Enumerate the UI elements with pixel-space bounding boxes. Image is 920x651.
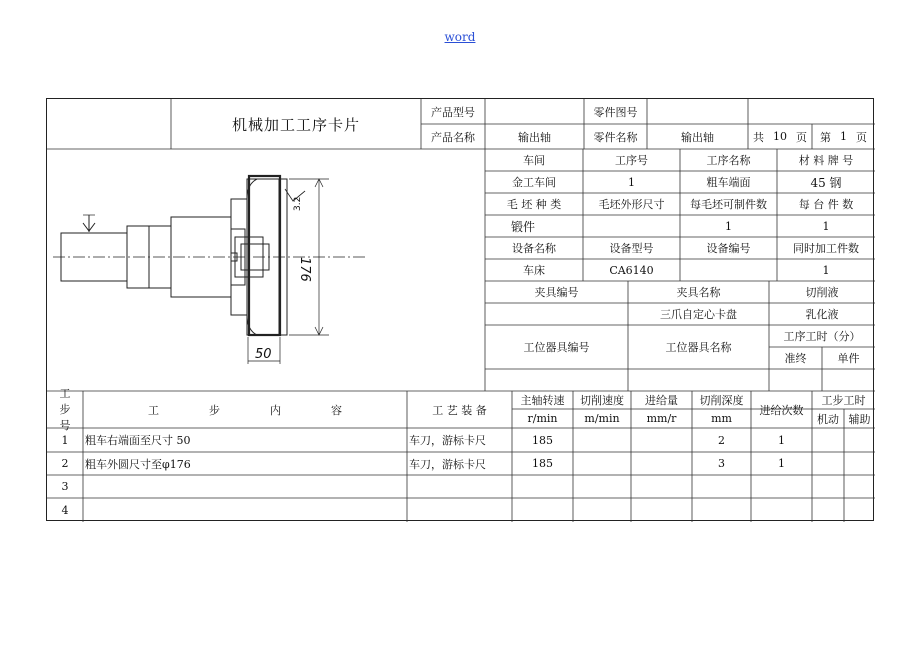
product-model-label: 产品型号 bbox=[431, 105, 475, 119]
material-label: 材 料 牌 号 bbox=[798, 154, 854, 167]
step-time-header: 工步工时 bbox=[821, 394, 866, 407]
blank-type-label: 毛 坯 种 类 bbox=[506, 198, 562, 211]
equipment-header: 工 艺 装 备 bbox=[432, 403, 487, 417]
step-equipment: 车刀，游标卡尺 bbox=[409, 457, 486, 471]
product-name: 输出轴 bbox=[518, 130, 551, 144]
time-label: 工序工时（分） bbox=[783, 330, 861, 343]
unit-label: 单件 bbox=[837, 352, 860, 365]
blank-size-label: 毛坯外形尺寸 bbox=[598, 198, 665, 211]
part-drawing-no-label: 零件图号 bbox=[593, 105, 638, 119]
blank-type: 锻件 bbox=[511, 219, 536, 234]
content-header-char: 步 bbox=[209, 403, 220, 417]
part-name: 输出轴 bbox=[681, 130, 714, 144]
equip-no-label: 设备编号 bbox=[706, 242, 751, 255]
step-no: 1 bbox=[61, 433, 69, 447]
machine-time-header: 机动 bbox=[817, 412, 839, 426]
step-no: 3 bbox=[61, 480, 69, 493]
step-no: 4 bbox=[61, 503, 69, 517]
process-no: 1 bbox=[628, 175, 635, 189]
equip-name-label: 设备名称 bbox=[512, 242, 556, 255]
page-number bbox=[812, 124, 875, 149]
coolant: 乳化液 bbox=[805, 308, 839, 321]
step-passes: 1 bbox=[778, 433, 785, 447]
spindle-unit: r/min bbox=[527, 412, 558, 425]
equip-model: CA6140 bbox=[609, 263, 654, 277]
depth-header: 切削深度 bbox=[699, 394, 744, 407]
part-name-label: 零件名称 bbox=[593, 130, 638, 144]
header-link[interactable]: word bbox=[444, 30, 476, 44]
step-feed bbox=[631, 452, 692, 475]
total-label: 共 bbox=[753, 130, 764, 144]
prep-label: 准终 bbox=[784, 352, 807, 365]
step-cut-speed bbox=[573, 452, 631, 475]
process-name: 粗车端面 bbox=[706, 176, 751, 189]
station-name-label: 工位器具名称 bbox=[665, 341, 732, 354]
card-title: 机械加工工序卡片 bbox=[231, 115, 360, 134]
product-name-label: 产品名称 bbox=[431, 130, 475, 144]
step-no-header: 工步号 bbox=[59, 386, 71, 432]
process-card bbox=[46, 98, 874, 521]
page-total bbox=[748, 124, 812, 149]
diameter-dimension: 176 bbox=[297, 257, 312, 282]
material: 45 钢 bbox=[810, 175, 842, 190]
roughness-value: 3.2 bbox=[293, 196, 303, 211]
step-depth: 2 bbox=[718, 433, 725, 447]
fixture-name: 三爪自定心卡盘 bbox=[660, 308, 737, 321]
per-machine-label: 每 台 件 数 bbox=[798, 198, 854, 211]
cut-speed-header: 切削速度 bbox=[580, 394, 624, 407]
part-drawing bbox=[47, 149, 485, 391]
equip-name: 车床 bbox=[523, 264, 545, 277]
total-pages: 10 bbox=[773, 130, 787, 143]
passes-header: 进给次数 bbox=[759, 403, 804, 417]
equip-model-label: 设备型号 bbox=[609, 242, 654, 255]
step-spindle: 185 bbox=[532, 457, 553, 470]
per-blank: 1 bbox=[725, 219, 732, 233]
step-cut-speed bbox=[573, 428, 631, 452]
step-equipment: 车刀，游标卡尺 bbox=[409, 434, 486, 447]
step-no: 2 bbox=[61, 457, 69, 470]
workshop: 金工车间 bbox=[512, 176, 556, 189]
no-label: 第 bbox=[820, 130, 831, 144]
coolant-label: 切削液 bbox=[805, 286, 839, 299]
step-content: 粗车外圆尺寸至φ176 bbox=[85, 457, 191, 471]
content-header-char: 工 bbox=[148, 403, 159, 417]
simul-label: 同时加工件数 bbox=[793, 242, 859, 255]
process-name-label: 工序名称 bbox=[706, 154, 751, 167]
content-header bbox=[83, 391, 407, 428]
feed-header: 进给量 bbox=[645, 394, 678, 407]
per-machine: 1 bbox=[822, 219, 830, 233]
page-unit-2: 页 bbox=[856, 130, 867, 144]
process-no-label: 工序号 bbox=[615, 154, 648, 167]
per-blank-label: 每毛坯可制件数 bbox=[690, 198, 767, 211]
length-dimension: 50 bbox=[255, 347, 272, 362]
content-header-char: 容 bbox=[331, 403, 342, 417]
page-no: 1 bbox=[840, 130, 847, 143]
cut-speed-unit: m/min bbox=[584, 412, 620, 425]
simul: 1 bbox=[822, 263, 830, 277]
station-no-label: 工位器具编号 bbox=[523, 341, 590, 354]
aux-time-header: 辅助 bbox=[848, 412, 871, 426]
feed-unit: mm/r bbox=[646, 412, 677, 425]
depth-unit: mm bbox=[711, 412, 732, 425]
step-depth: 3 bbox=[718, 457, 725, 470]
fixture-no-label: 夹具编号 bbox=[534, 286, 579, 299]
step-feed bbox=[631, 428, 692, 452]
page-unit: 页 bbox=[796, 130, 807, 144]
step-passes: 1 bbox=[778, 457, 785, 470]
workshop-label: 车间 bbox=[523, 154, 545, 167]
step-content: 粗车右端面至尺寸 50 bbox=[85, 434, 191, 447]
step-spindle: 185 bbox=[532, 433, 553, 447]
fixture-name-label: 夹具名称 bbox=[676, 286, 721, 299]
content-header-char: 内 bbox=[270, 403, 281, 417]
spindle-header: 主轴转速 bbox=[520, 394, 565, 407]
